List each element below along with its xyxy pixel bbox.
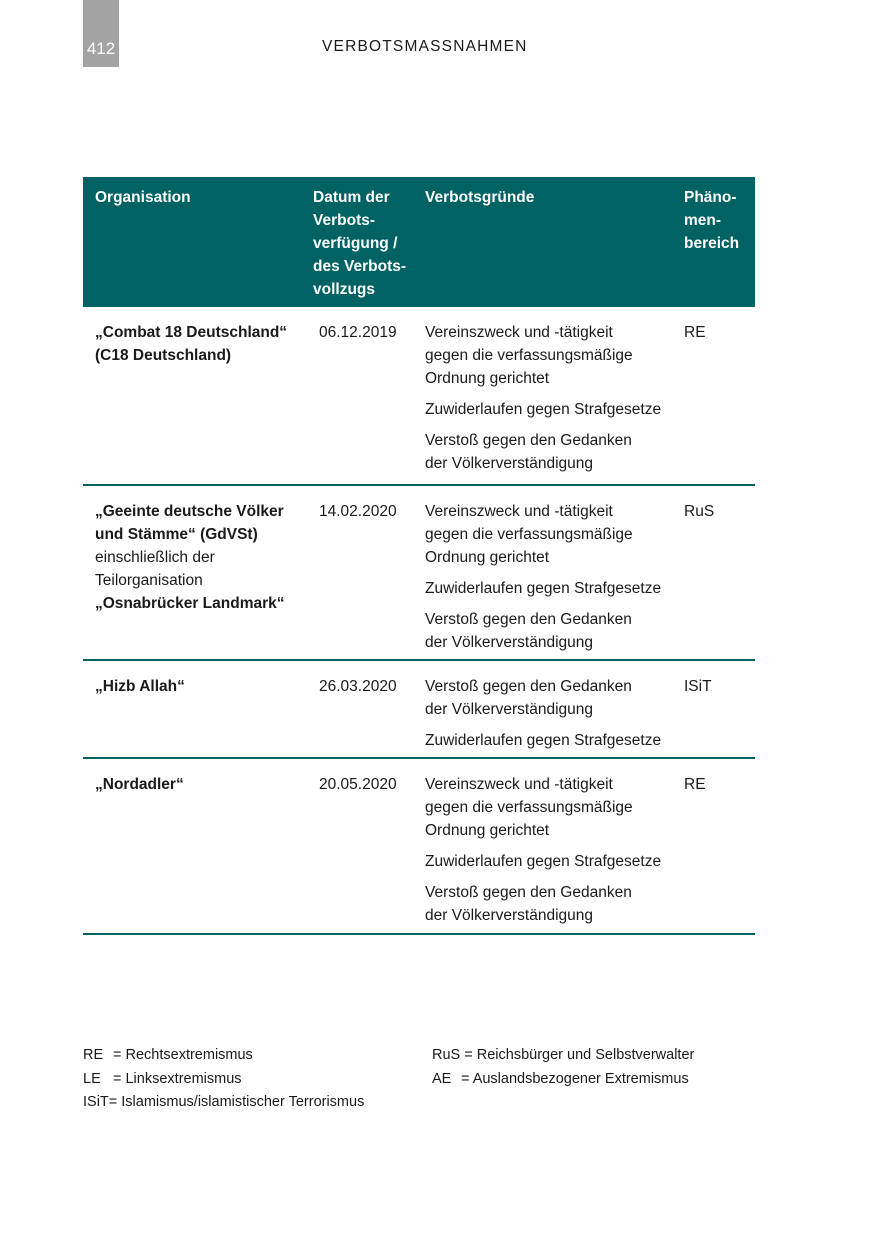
reason — [425, 729, 685, 752]
cell-reasons — [425, 500, 685, 654]
cell-organisation — [95, 500, 310, 615]
header-phaenomenbereich — [684, 186, 754, 255]
cell-reasons — [425, 675, 685, 752]
reason — [425, 675, 685, 721]
legend-item — [83, 1068, 364, 1092]
cell-organisation — [95, 675, 310, 698]
header-bereich-line: men- — [684, 212, 722, 229]
reason-line: Vereinszweck und -tätigkeit — [425, 503, 613, 520]
reason — [425, 773, 685, 842]
reason-line: der Völkerverständigung — [425, 634, 594, 651]
page-number: 412 — [83, 0, 119, 67]
cell-date: 14.02.2020 — [319, 503, 397, 520]
cell-reasons — [425, 773, 685, 927]
cell-date: 06.12.2019 — [319, 324, 397, 341]
legend-abbr: RE — [83, 1047, 104, 1063]
reason — [425, 881, 685, 927]
reason — [425, 577, 685, 600]
legend-item — [83, 1091, 364, 1115]
cell-date: 26.03.2020 — [319, 678, 397, 695]
table-row — [83, 759, 755, 935]
reason-line: Vereinszweck und -tätigkeit — [425, 776, 613, 793]
legend-meaning: = Linksextremismus — [113, 1070, 242, 1087]
table-row — [83, 307, 755, 486]
legend-abbr: AE — [432, 1070, 452, 1087]
running-head: VERBOTSMASSNAHMEN — [322, 38, 528, 55]
reason — [425, 850, 685, 873]
header-bereich-line: bereich — [684, 235, 740, 252]
header-datum — [313, 186, 413, 301]
reason-line: Vereinszweck und -tätigkeit — [425, 324, 613, 341]
org-line: einschließlich der — [95, 549, 215, 566]
reason — [425, 398, 685, 421]
org-line: „Geeinte deutsche Völker — [95, 503, 284, 520]
org-line: „Osnabrücker Landmark“ — [95, 595, 285, 612]
header-datum-line: Verbots- — [313, 212, 376, 229]
prohibitions-table — [83, 177, 755, 935]
header-organisation: Organisation — [95, 189, 191, 206]
org-line: (C18 Deutschland) — [95, 347, 232, 364]
header-datum-line: Datum der — [313, 189, 390, 206]
org-line: „Nordadler“ — [95, 776, 184, 793]
cell-organisation — [95, 773, 310, 796]
reason-line: gegen die verfassungsmäßige — [425, 347, 633, 364]
reason-line: gegen die verfassungsmäßige — [425, 799, 633, 816]
legend-left — [83, 1044, 364, 1115]
cell-area: RE — [684, 776, 706, 793]
reason-line: Verstoß gegen den Gedanken — [425, 432, 632, 449]
reason — [425, 429, 685, 475]
table-header — [83, 177, 755, 307]
cell-reasons — [425, 321, 685, 475]
cell-date: 20.05.2020 — [319, 776, 397, 793]
org-line: „Hizb Allah“ — [95, 678, 185, 695]
cell-area: RuS — [684, 503, 715, 520]
header-bereich-line: Phäno- — [684, 189, 737, 206]
reason-line: gegen die verfassungsmäßige — [425, 526, 633, 543]
header-datum-line: vollzugs — [313, 281, 376, 298]
reason-line: der Völkerverständigung — [425, 907, 594, 924]
header-datum-line: verfügung / — [313, 235, 398, 252]
header-datum-line: des Verbots- — [313, 258, 407, 275]
legend-right — [432, 1044, 694, 1091]
reason-line: der Völkerverständigung — [425, 455, 594, 472]
legend-meaning: = Reichsbürger und Selbstverwalter — [464, 1047, 695, 1063]
reason — [425, 608, 685, 654]
reason-line: der Völkerverständigung — [425, 701, 594, 718]
table-row — [83, 661, 755, 759]
org-line: Teilorganisation — [95, 572, 203, 589]
reason-line: Ordnung gerichtet — [425, 822, 550, 839]
reason-line: Zuwiderlaufen gegen Strafgesetze — [425, 853, 662, 870]
legend-abbr: LE — [83, 1070, 101, 1087]
legend-item — [432, 1044, 694, 1068]
legend-meaning: = Auslandsbezogener Extremismus — [461, 1070, 689, 1087]
reason-line: Verstoß gegen den Gedanken — [425, 884, 632, 901]
org-line: und Stämme“ (GdVSt) — [95, 526, 258, 543]
legend-item — [432, 1068, 694, 1092]
legend-abbr: RuS — [432, 1047, 461, 1063]
legend-item — [83, 1044, 364, 1068]
reason-line: Verstoß gegen den Gedanken — [425, 611, 632, 628]
reason-line: Ordnung gerichtet — [425, 549, 550, 566]
reason — [425, 321, 685, 390]
header-verbotsgruende: Verbotsgründe — [425, 189, 535, 206]
reason — [425, 500, 685, 569]
legend-meaning: = Rechtsextremismus — [113, 1047, 253, 1063]
legend-meaning: = Islamismus/islamistischer Terrorismus — [108, 1094, 365, 1110]
reason-line: Zuwiderlaufen gegen Strafgesetze — [425, 401, 662, 418]
reason-line: Verstoß gegen den Gedanken — [425, 678, 632, 695]
legend-abbr: ISiT — [83, 1094, 109, 1110]
reason-line: Zuwiderlaufen gegen Strafgesetze — [425, 580, 662, 597]
reason-line: Zuwiderlaufen gegen Strafgesetze — [425, 732, 662, 749]
reason-line: Ordnung gerichtet — [425, 370, 550, 387]
cell-area: ISiT — [684, 678, 712, 695]
table-row — [83, 486, 755, 661]
org-line: „Combat 18 Deutschland“ — [95, 324, 288, 341]
cell-organisation — [95, 321, 310, 367]
cell-area: RE — [684, 324, 706, 341]
